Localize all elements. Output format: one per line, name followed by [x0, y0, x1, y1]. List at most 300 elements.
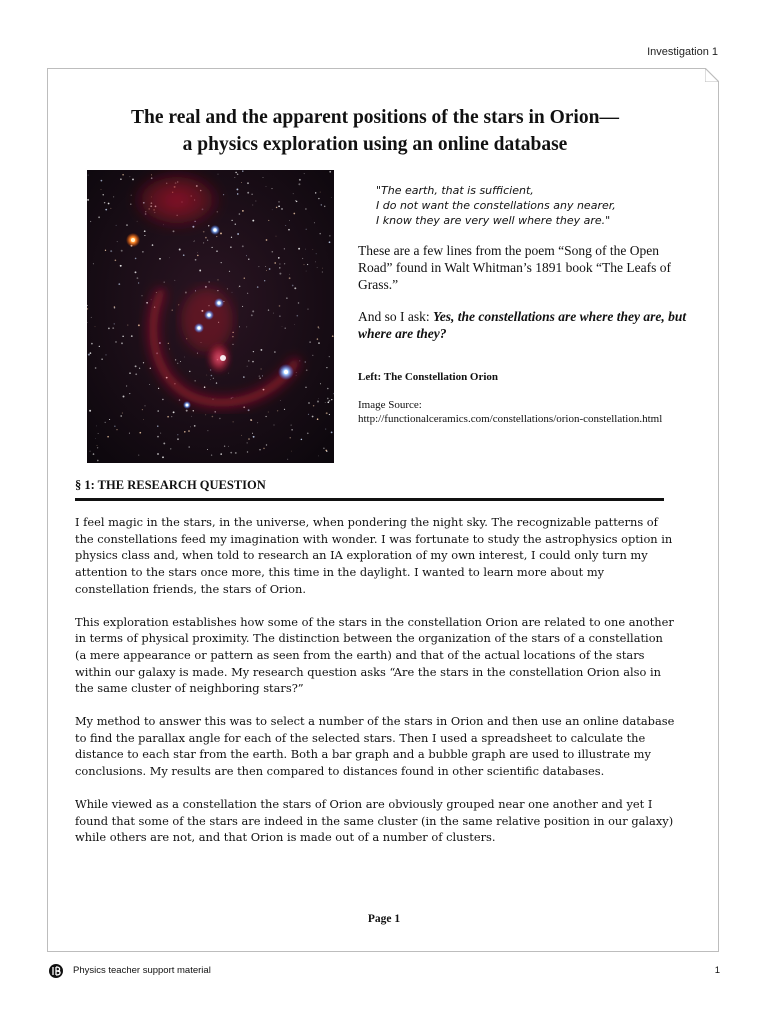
background-star — [189, 371, 190, 372]
background-star — [263, 448, 265, 450]
background-star — [120, 265, 122, 267]
background-star — [322, 271, 323, 272]
background-star — [312, 249, 313, 250]
background-star — [252, 205, 253, 206]
background-star — [89, 410, 91, 412]
background-star — [331, 197, 332, 198]
background-star — [243, 406, 245, 408]
background-star — [265, 416, 266, 417]
background-star — [325, 402, 326, 403]
background-star — [278, 201, 279, 202]
background-star — [129, 372, 131, 374]
background-star — [177, 438, 179, 440]
background-star — [251, 314, 253, 316]
background-star — [315, 192, 316, 193]
background-star — [129, 393, 130, 394]
background-star — [252, 310, 254, 312]
background-star — [105, 354, 106, 355]
quote-line-2: I do not want the constellations any nearer, — [376, 199, 616, 212]
background-star — [312, 416, 314, 418]
background-star — [191, 416, 192, 417]
background-star — [247, 192, 249, 194]
background-star — [116, 225, 117, 226]
background-star — [279, 315, 281, 317]
background-star — [135, 258, 137, 260]
background-star — [144, 235, 145, 236]
background-star — [223, 194, 224, 195]
background-star — [213, 378, 214, 379]
background-star — [115, 259, 117, 261]
background-star — [178, 304, 179, 305]
background-star — [318, 326, 319, 327]
background-star — [105, 209, 107, 211]
background-star — [233, 421, 234, 422]
title-line-2: a physics exploration using an online database — [182, 134, 568, 155]
running-header: Investigation 1 — [647, 46, 718, 58]
background-star — [203, 242, 204, 243]
body-paragraph-3: My method to answer this was to select a number of the stars in Orion and then use an online database to find the parallax angle for each of the selected stars. Then I used a spreadsheet to calculate the distance to each star from the earth. Both a bar graph and a bubble graph are used to illustrate my conclusions. My results are then compared to distances found in other scientific databases. — [75, 714, 675, 779]
background-star — [289, 220, 290, 221]
background-star — [305, 361, 306, 362]
background-star — [299, 360, 300, 361]
background-star — [318, 328, 319, 329]
background-star — [247, 182, 249, 184]
background-star — [274, 351, 276, 353]
background-star — [242, 210, 244, 212]
background-star — [288, 229, 290, 231]
background-star — [194, 425, 196, 427]
background-star — [150, 368, 151, 369]
background-star — [227, 288, 228, 289]
background-star — [237, 233, 239, 235]
background-star — [274, 262, 276, 264]
background-star — [251, 194, 252, 195]
image-caption — [358, 370, 668, 426]
background-star — [121, 250, 123, 252]
background-star — [321, 204, 322, 205]
background-star — [194, 241, 195, 242]
background-star — [158, 388, 159, 389]
background-star — [217, 279, 218, 280]
background-star — [221, 262, 222, 263]
background-star — [308, 309, 309, 310]
background-star — [91, 317, 92, 318]
background-star — [117, 241, 118, 242]
background-star — [229, 271, 230, 272]
background-star — [228, 446, 229, 447]
background-star — [232, 336, 234, 338]
background-star — [246, 327, 247, 328]
quote-line-3: I know they are very well where they are." — [376, 214, 611, 227]
background-star — [116, 429, 117, 430]
background-star — [279, 263, 280, 264]
background-star — [266, 239, 268, 241]
background-star — [239, 213, 241, 215]
background-star — [101, 189, 102, 190]
background-star — [268, 220, 269, 221]
background-star — [252, 433, 253, 434]
background-star — [138, 455, 139, 456]
background-star — [324, 206, 325, 207]
background-star — [266, 444, 267, 445]
background-star — [220, 453, 222, 455]
background-star — [329, 400, 331, 402]
section-heading: § 1: THE RESEARCH QUESTION — [75, 478, 664, 501]
background-star — [237, 193, 238, 194]
background-star — [266, 186, 267, 187]
background-star — [302, 258, 303, 259]
background-star — [142, 409, 143, 410]
background-star — [210, 379, 211, 380]
background-star — [312, 355, 313, 356]
background-star — [216, 251, 217, 252]
background-star — [98, 433, 99, 434]
background-star — [317, 401, 319, 403]
orion-constellation-image — [87, 170, 334, 463]
background-star — [205, 237, 207, 239]
background-star — [253, 436, 255, 438]
background-star — [318, 342, 320, 344]
background-star — [316, 253, 317, 254]
background-star — [162, 456, 164, 458]
background-star — [167, 416, 169, 418]
background-star — [261, 368, 262, 369]
background-star — [97, 447, 98, 448]
background-star — [224, 446, 225, 447]
background-star — [130, 204, 131, 205]
background-star — [305, 249, 306, 250]
background-star — [211, 375, 213, 377]
belt-nebula — [181, 288, 233, 352]
background-star — [241, 182, 242, 183]
background-star — [241, 435, 242, 436]
background-star — [99, 346, 100, 347]
background-star — [184, 357, 185, 358]
background-star — [105, 250, 106, 251]
background-star — [235, 224, 236, 225]
background-star — [280, 400, 281, 401]
background-star — [95, 326, 96, 327]
background-star — [247, 293, 248, 294]
background-star — [333, 393, 334, 394]
background-star — [144, 405, 145, 406]
background-star — [232, 292, 233, 293]
background-star — [96, 426, 97, 427]
background-star — [197, 353, 198, 354]
background-star — [273, 424, 274, 425]
background-star — [331, 432, 333, 434]
background-star — [292, 285, 294, 287]
footer-text: Physics teacher support material — [73, 965, 211, 976]
background-star — [276, 207, 278, 209]
background-star — [327, 398, 329, 400]
image-source-url: http://functionalceramics.com/constellations/orion-constellation.html — [358, 413, 663, 425]
background-star — [107, 436, 109, 438]
background-star — [212, 416, 214, 418]
background-star — [206, 375, 207, 376]
background-star — [265, 266, 266, 267]
background-star — [209, 281, 210, 282]
background-star — [309, 341, 311, 343]
page-footer — [48, 963, 720, 979]
background-star — [137, 221, 138, 222]
orion-nebula — [207, 342, 231, 374]
background-star — [318, 198, 319, 199]
background-star — [91, 343, 93, 345]
background-star — [269, 268, 271, 270]
background-star — [250, 419, 251, 420]
background-star — [289, 274, 290, 275]
background-star — [317, 267, 318, 268]
background-star — [273, 313, 274, 314]
background-star — [304, 173, 305, 174]
background-star — [232, 332, 233, 333]
background-star — [291, 425, 292, 426]
background-star — [308, 414, 309, 415]
background-star — [172, 309, 173, 310]
ask-paragraph — [358, 308, 688, 342]
background-star — [323, 447, 325, 449]
background-star — [259, 266, 260, 267]
background-star — [180, 361, 181, 362]
title-line-1: The real and the apparent positions of the stars in Orion— — [131, 107, 619, 128]
background-star — [317, 418, 319, 420]
background-star — [205, 414, 206, 415]
background-star — [220, 232, 222, 234]
background-star — [211, 454, 212, 455]
background-star — [279, 273, 281, 275]
background-star — [146, 302, 148, 304]
background-star — [248, 259, 249, 260]
background-star — [142, 251, 143, 252]
background-star — [320, 192, 321, 193]
background-star — [278, 257, 280, 259]
background-star — [329, 356, 330, 357]
background-star — [285, 225, 286, 226]
background-star — [137, 277, 139, 279]
background-star — [90, 451, 91, 452]
background-star — [157, 453, 159, 455]
background-star — [127, 325, 128, 326]
background-star — [197, 255, 199, 257]
background-star — [307, 264, 308, 265]
background-star — [120, 178, 122, 180]
background-star — [122, 336, 123, 337]
background-star — [114, 323, 115, 324]
page-number: Page 1 — [367, 913, 401, 925]
background-star — [257, 422, 258, 423]
background-star — [103, 194, 104, 195]
background-star — [263, 177, 264, 178]
background-star — [248, 409, 250, 411]
background-star — [277, 410, 278, 411]
background-star — [231, 220, 232, 221]
background-star — [329, 235, 330, 236]
background-star — [184, 431, 186, 433]
background-star — [123, 396, 125, 398]
background-star — [88, 175, 89, 176]
background-star — [242, 306, 243, 307]
background-star — [242, 170, 243, 171]
background-star — [135, 271, 137, 273]
background-star — [264, 280, 265, 281]
background-star — [266, 270, 267, 271]
background-star — [195, 380, 196, 381]
background-star — [284, 248, 285, 249]
background-star — [197, 252, 198, 253]
background-star — [299, 179, 301, 181]
background-star — [281, 208, 282, 209]
background-star — [90, 352, 92, 354]
background-star — [163, 442, 165, 444]
background-star — [219, 418, 220, 419]
background-star — [183, 254, 185, 256]
background-star — [188, 446, 190, 448]
background-star — [95, 367, 97, 369]
background-star — [247, 442, 248, 443]
background-star — [272, 188, 273, 189]
background-star — [243, 376, 244, 377]
background-star — [177, 434, 178, 435]
background-star — [314, 222, 315, 223]
background-star — [259, 378, 260, 379]
background-star — [214, 411, 215, 412]
background-star — [208, 225, 209, 226]
background-star — [305, 208, 307, 210]
background-star — [131, 335, 133, 337]
background-star — [307, 432, 309, 434]
page-fold-corner — [705, 68, 719, 82]
background-star — [188, 430, 190, 432]
background-star — [185, 292, 187, 294]
background-star — [129, 433, 130, 434]
background-star — [173, 230, 175, 232]
background-star — [289, 277, 291, 279]
background-star — [143, 362, 144, 363]
background-star — [287, 459, 288, 460]
background-star — [329, 241, 331, 243]
background-star — [317, 338, 318, 339]
background-star — [322, 268, 323, 269]
background-star — [325, 450, 326, 451]
background-star — [329, 414, 330, 415]
background-star — [320, 383, 321, 384]
background-star — [169, 349, 170, 350]
background-star — [122, 413, 123, 414]
body-paragraph-4: While viewed as a constellation the stars of Orion are obviously grouped near one another and yet I found that some of the stars are indeed in the same cluster (in the same relative position in our galaxy) while others are not, and that Orion is made out of a number of clusters. — [75, 796, 674, 845]
background-star — [118, 283, 120, 285]
background-star — [279, 305, 281, 307]
background-star — [308, 402, 310, 404]
background-star — [284, 409, 285, 410]
background-star — [268, 309, 269, 310]
background-star — [173, 411, 175, 413]
background-star — [212, 247, 213, 248]
background-star — [193, 410, 194, 411]
background-star — [239, 326, 240, 327]
background-star — [298, 183, 300, 185]
background-star — [87, 322, 88, 323]
background-star — [126, 385, 127, 386]
intro-paragraph: These are a few lines from the poem “Song of the Open Road” found in Walt Whitman’s 1891 book “The Leafs of Grass.” — [358, 243, 671, 292]
background-star — [170, 448, 171, 449]
background-star — [262, 375, 263, 376]
background-star — [207, 430, 208, 431]
background-star — [230, 452, 232, 454]
background-star — [142, 295, 143, 296]
background-star — [252, 220, 254, 222]
background-star — [108, 203, 110, 205]
background-star — [318, 456, 319, 457]
background-star — [279, 267, 280, 268]
background-star — [247, 366, 248, 367]
background-star — [111, 208, 112, 209]
background-star — [296, 375, 297, 376]
background-star — [228, 373, 229, 374]
background-star — [291, 429, 293, 431]
background-star — [326, 367, 327, 368]
background-star — [171, 416, 172, 417]
background-star — [284, 263, 285, 264]
background-star — [179, 249, 181, 251]
background-star — [294, 324, 295, 325]
background-star — [157, 425, 158, 426]
document-title — [75, 104, 675, 158]
background-star — [272, 209, 273, 210]
background-star — [235, 172, 236, 173]
background-star — [260, 349, 262, 351]
background-star — [157, 410, 159, 412]
background-star — [109, 419, 110, 420]
background-star — [235, 452, 237, 454]
body-paragraph-1: I feel magic in the stars, in the universe, when pondering the night sky. The recognizable patterns of the constellations feed my imagination with wonder. I was fortunate to study the astrophysics option in physics class and, when told to research an IA exploration of my own interest, I could only turn my attention to the stars once more, this time in the daylight. I wanted to learn more about my constellation friends, the stars of Orion. — [75, 515, 673, 596]
background-star — [101, 180, 103, 182]
background-star — [268, 412, 269, 413]
background-star — [230, 247, 231, 248]
background-star — [138, 282, 139, 283]
ib-logo-icon — [48, 963, 64, 982]
background-star — [290, 437, 291, 438]
background-star — [247, 451, 248, 452]
background-star — [114, 426, 115, 427]
background-star — [207, 449, 208, 450]
background-star — [252, 361, 254, 363]
background-star — [174, 280, 175, 281]
background-star — [143, 419, 144, 420]
background-star — [203, 231, 205, 233]
background-star — [112, 327, 114, 329]
image-source-label: Image Source: — [358, 399, 422, 411]
ask-prefix: And so I ask: — [358, 309, 433, 324]
background-star — [248, 360, 250, 362]
background-star — [306, 369, 308, 371]
background-star — [149, 384, 150, 385]
background-star — [298, 302, 299, 303]
whitman-quote — [376, 183, 676, 228]
background-star — [138, 324, 140, 326]
background-star — [216, 236, 217, 237]
background-star — [257, 286, 259, 288]
background-star — [144, 230, 146, 232]
background-star — [297, 315, 299, 317]
background-star — [110, 250, 112, 252]
background-star — [327, 388, 329, 390]
background-star — [232, 344, 233, 345]
head-nebula — [131, 170, 223, 230]
background-star — [218, 174, 219, 175]
background-star — [98, 216, 100, 218]
background-star — [305, 387, 306, 388]
